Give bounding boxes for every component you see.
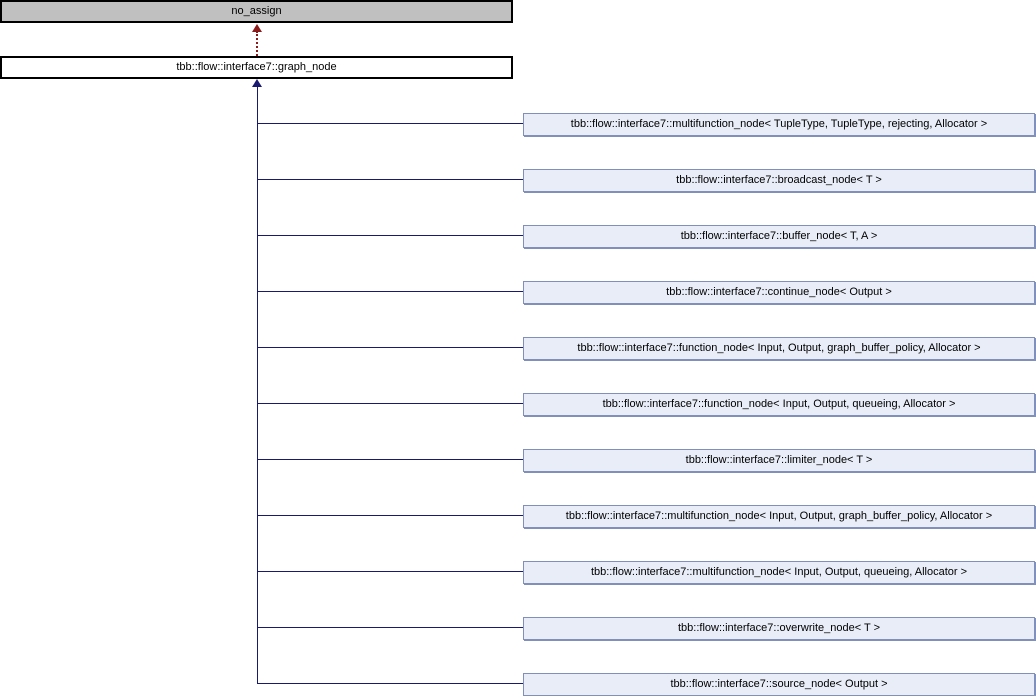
inheritance-branch-line [257,515,523,516]
class-node-no-assign[interactable]: no_assign [0,0,513,23]
class-node-continue-node[interactable]: tbb::flow::interface7::continue_node< Output > [523,281,1035,304]
class-node-limiter-node[interactable]: tbb::flow::interface7::limiter_node< T > [523,449,1035,472]
class-node-buffer-node[interactable]: tbb::flow::interface7::buffer_node< T, A > [523,225,1035,248]
inheritance-branch-line [257,179,523,180]
inheritance-branch-line [257,571,523,572]
inheritance-branch-line [257,627,523,628]
inheritance-branch-line [257,683,523,684]
class-node-broadcast-node[interactable]: tbb::flow::interface7::broadcast_node< T > [523,169,1035,192]
class-node-source-node[interactable]: tbb::flow::interface7::source_node< Output > [523,673,1035,696]
inheritance-branch-line [257,403,523,404]
class-node-function-node-queueing[interactable]: tbb::flow::interface7::function_node< Input, Output, queueing, Allocator > [523,393,1035,416]
inheritance-branch-line [257,291,523,292]
inheritance-trunk-line [257,86,258,684]
inheritance-branch-line [257,459,523,460]
private-inheritance-line [256,31,258,56]
class-node-overwrite-node[interactable]: tbb::flow::interface7::overwrite_node< T > [523,617,1035,640]
inheritance-branch-line [257,347,523,348]
class-node-multifunction-node-graph-buffer-policy[interactable]: tbb::flow::interface7::multifunction_node< Input, Output, graph_buffer_policy, Allocator > [523,505,1035,528]
class-node-graph-node[interactable]: tbb::flow::interface7::graph_node [0,56,513,79]
class-node-multifunction-node-queueing[interactable]: tbb::flow::interface7::multifunction_node< Input, Output, queueing, Allocator > [523,561,1035,584]
class-node-function-node-graph-buffer-policy[interactable]: tbb::flow::interface7::function_node< Input, Output, graph_buffer_policy, Allocator > [523,337,1035,360]
class-node-multifunction-node-tupletype-rejecting[interactable]: tbb::flow::interface7::multifunction_node< TupleType, TupleType, rejecting, Allocator > [523,113,1035,136]
inheritance-branch-line [257,235,523,236]
inheritance-branch-line [257,123,523,124]
